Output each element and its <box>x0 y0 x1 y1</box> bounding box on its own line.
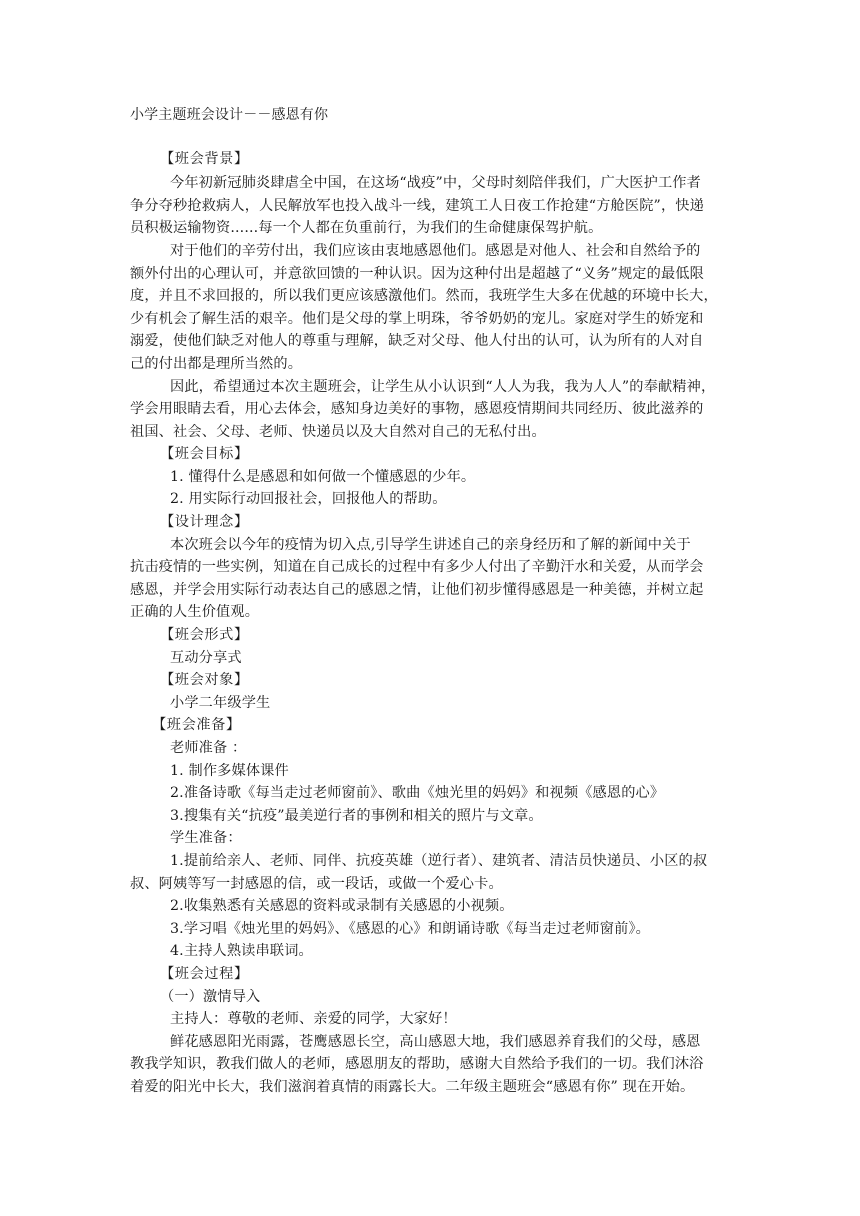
paragraph-line: 学会用眼睛去看，用心去体会，感知身边美好的事物，感恩疫情期间共同经历、彼此滋养的 <box>130 401 704 417</box>
paragraph-line: 着爱的阳光中长大，我们滋润着真情的雨露长大。二年级主题班会“感恩有你” 现在开始。 <box>130 1079 695 1095</box>
paragraph-line: 度，并且不求回报的，所以我们更应该感激他们。然而，我班学生大多在优越的环境中长大， <box>130 288 718 304</box>
list-item: 1.提前给亲人、老师、同伴、抗疫英雄（逆行者）、建筑者、清洁员快递员、小区的叔 <box>170 853 708 869</box>
paragraph-line: 额外付出的心理认可，并意欲回馈的一种认识。因为这种付出是超越了“义务”规定的最低限 <box>130 266 704 282</box>
paragraph-line: 抗击疫情的一些实例，知道在自己成长的过程中有多少人付出了辛勤汗水和关爱，从而学会 <box>130 559 704 575</box>
paragraph-line: 对于他们的辛劳付出，我们应该由衷地感恩他们。感恩是对他人、社会和自然给予的 <box>170 243 701 259</box>
list-item: 3.学习唱《烛光里的妈妈》、《感恩的心》和朗诵诗歌《每当走过老师窗前》。 <box>170 921 651 937</box>
section-heading-goals: 【班会目标】 <box>160 446 249 462</box>
paragraph-line: 溺爱，使他们缺乏对他人的尊重与理解，缺乏对父母、他人付出的认可，认为所有的人对自 <box>130 333 704 349</box>
section-heading-concept: 【设计理念】 <box>160 514 249 530</box>
student-prep-label: 学生准备： <box>170 830 242 846</box>
list-item: 叔、阿姨等写一封感恩的信，或一段话，或做一个爱心卡。 <box>130 876 503 892</box>
section-heading-form: 【班会形式】 <box>160 627 249 643</box>
paragraph-line: 少有机会了解生活的艰辛。他们是父母的掌上明珠，爷爷奶奶的宠儿。家庭对学生的娇宠和 <box>130 311 704 327</box>
list-item: 2.收集熟悉有关感恩的资料或录制有关感恩的小视频。 <box>170 898 514 914</box>
paragraph-line: 鲜花感恩阳光雨露，苍鹰感恩长空，高山感恩大地，我们感恩养育我们的父母，感恩 <box>170 1034 701 1050</box>
paragraph-line: 争分夺秒抢救病人，人民解放军也投入战斗一线，建筑工人日夜工作抢建“方舱医院”，快递 <box>130 198 704 214</box>
list-item: 4.主持人熟读串联词。 <box>170 943 313 959</box>
list-item: 2.准备诗歌《每当走过老师窗前》、歌曲《烛光里的妈妈》和视频《感恩的心》 <box>170 785 665 801</box>
paragraph-line: 员积极运输物资......每一个人都在负重前行，为我们的生命健康保驾护航。 <box>130 220 603 236</box>
audience-text: 小学二年级学生 <box>170 695 271 711</box>
list-item: 3.搜集有关“抗疫”最美逆行者的事例和相关的照片与文章。 <box>170 808 543 824</box>
paragraph-line: 正确的人生价值观。 <box>130 604 260 620</box>
list-item: 1. 懂得什么是感恩和如何做一个懂感恩的少年。 <box>170 469 476 485</box>
paragraph-line: 今年初新冠肺炎肆虐全中国，在这场“战疫”中，父母时刻陪伴我们，广大医护工作者 <box>170 175 701 191</box>
section-heading-background: 【班会背景】 <box>160 151 249 167</box>
paragraph-line: 祖国、社会、父母、老师、快递员以及大自然对自己的无私付出。 <box>130 424 546 440</box>
paragraph-line: 教我学知识，教我们做人的老师，感恩朋友的帮助，感谢大自然给予我们的一切。我们沐浴 <box>130 1056 704 1072</box>
subsection-heading: （一）激情导入 <box>160 989 261 1005</box>
section-heading-audience: 【班会对象】 <box>160 672 249 688</box>
paragraph-line: 因此，希望通过本次主题班会，让学生从小认识到“人人为我，我为人人”的奉献精神， <box>170 379 716 395</box>
document-title: 小学主题班会设计－－感恩有你 <box>130 107 329 123</box>
paragraph-line: 本次班会以今年的疫情为切入点,引导学生讲述自己的亲身经历和了解的新闻中关于 <box>170 537 691 553</box>
host-line: 主持人：尊敬的老师、亲爱的同学，大家好！ <box>170 1011 457 1027</box>
list-item: 1. 制作多媒体课件 <box>170 763 289 779</box>
form-text: 互动分享式 <box>170 650 242 666</box>
teacher-prep-label: 老师准备 ： <box>170 740 247 756</box>
list-item: 2. 用实际行动回报社会，回报他人的帮助。 <box>170 491 447 507</box>
paragraph-line: 感恩，并学会用实际行动表达自己的感恩之情，让他们初步懂得感恩是一种美德，并树立起 <box>130 582 704 598</box>
section-heading-process: 【班会过程】 <box>160 966 249 982</box>
paragraph-line: 己的付出都是理所当然的。 <box>130 356 303 372</box>
section-heading-prep: 【班会准备】 <box>152 717 241 733</box>
